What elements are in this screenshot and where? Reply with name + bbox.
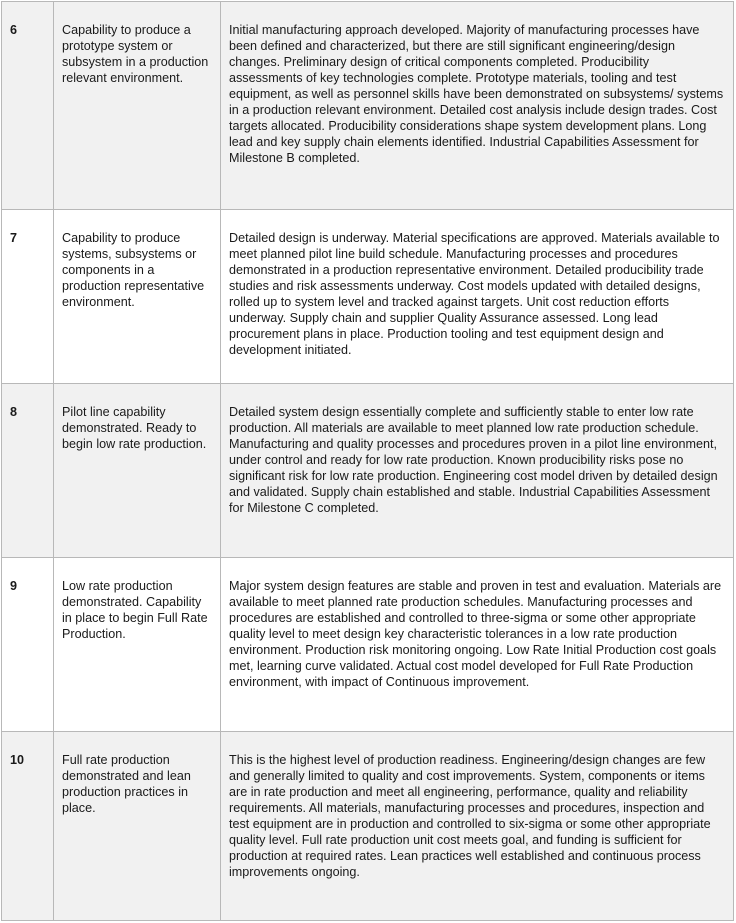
description-cell: Detailed system design essentially complete and sufficiently stable to enter low rate production. All materials are available to meet planned low rate production schedule. Manufacturing and quality processes and procedures proven in a pilot line environment, under control and ready for low rate production. Known producibility risks pose no significant risk for low rate production. Engineering cost model driven by detailed design and validated. Supply chain established and stable. Industrial Capabilities Assessment for Milestone C completed. xyxy=(221,384,734,558)
definition-cell: Low rate production demonstrated. Capability in place to begin Full Rate Production. xyxy=(54,558,221,732)
table-row xyxy=(2,210,734,384)
table-row xyxy=(2,2,734,210)
table-row xyxy=(2,384,734,558)
level-cell: 10 xyxy=(2,732,54,921)
table-row xyxy=(2,558,734,732)
description-cell: Major system design features are stable and proven in test and evaluation. Materials are available to meet planned rate production schedules. Manufacturing processes and procedures are established and controlled to three-sigma or some other appropriate quality level to meet design key characteristic tolerances in a low rate production environment. Production risk monitoring ongoing. Low Rate Initial Production cost goals met, learning curve validated. Actual cost model developed for Full Rate Production environment, with impact of Continuous improvement. xyxy=(221,558,734,732)
definition-cell: Capability to produce a prototype system or subsystem in a production relevant environment. xyxy=(54,2,221,210)
level-cell: 9 xyxy=(2,558,54,732)
level-cell: 7 xyxy=(2,210,54,384)
description-cell: This is the highest level of production readiness. Engineering/design changes are few and generally limited to quality and cost improvements. System, components or items are in rate production and meet all engineering, performance, quality and reliability requirements. All materials, manufacturing processes and procedures, inspection and test equipment are in production and controlled to six-sigma or some other appropriate quality level. Full rate production unit cost meets goal, and funding is sufficient for production at required rates. Lean practices well established and continuous process improvements ongoing. xyxy=(221,732,734,921)
table-row xyxy=(2,732,734,921)
level-cell: 8 xyxy=(2,384,54,558)
manufacturing-readiness-table xyxy=(1,1,734,921)
level-cell: 6 xyxy=(2,2,54,210)
definition-cell: Capability to produce systems, subsystems or components in a production representative environment. xyxy=(54,210,221,384)
description-cell: Initial manufacturing approach developed. Majority of manufacturing processes have been defined and characterized, but there are still significant engineering/design changes. Preliminary design of critical components completed. Producibility assessments of key technologies complete. Prototype materials, tooling and test equipment, as well as personnel skills have been demonstrated on subsystems/ systems in a production relevant environment. Detailed cost analysis include design trades. Cost targets allocated. Producibility considerations shape system development plans. Long lead and key supply chain elements identified. Industrial Capabilities Assessment for Milestone B completed. xyxy=(221,2,734,210)
definition-cell: Full rate production demonstrated and lean production practices in place. xyxy=(54,732,221,921)
description-cell: Detailed design is underway. Material specifications are approved. Materials available to meet planned pilot line build schedule. Manufacturing processes and procedures demonstrated in a production representative environment. Detailed producibility trade studies and risk assessments underway. Cost models updated with detailed designs, rolled up to system level and tracked against targets. Unit cost reduction efforts underway. Supply chain and supplier Quality Assurance assessed. Long lead procurement plans in place. Production tooling and test equipment design and development initiated. xyxy=(221,210,734,384)
definition-cell: Pilot line capability demonstrated. Ready to begin low rate production. xyxy=(54,384,221,558)
